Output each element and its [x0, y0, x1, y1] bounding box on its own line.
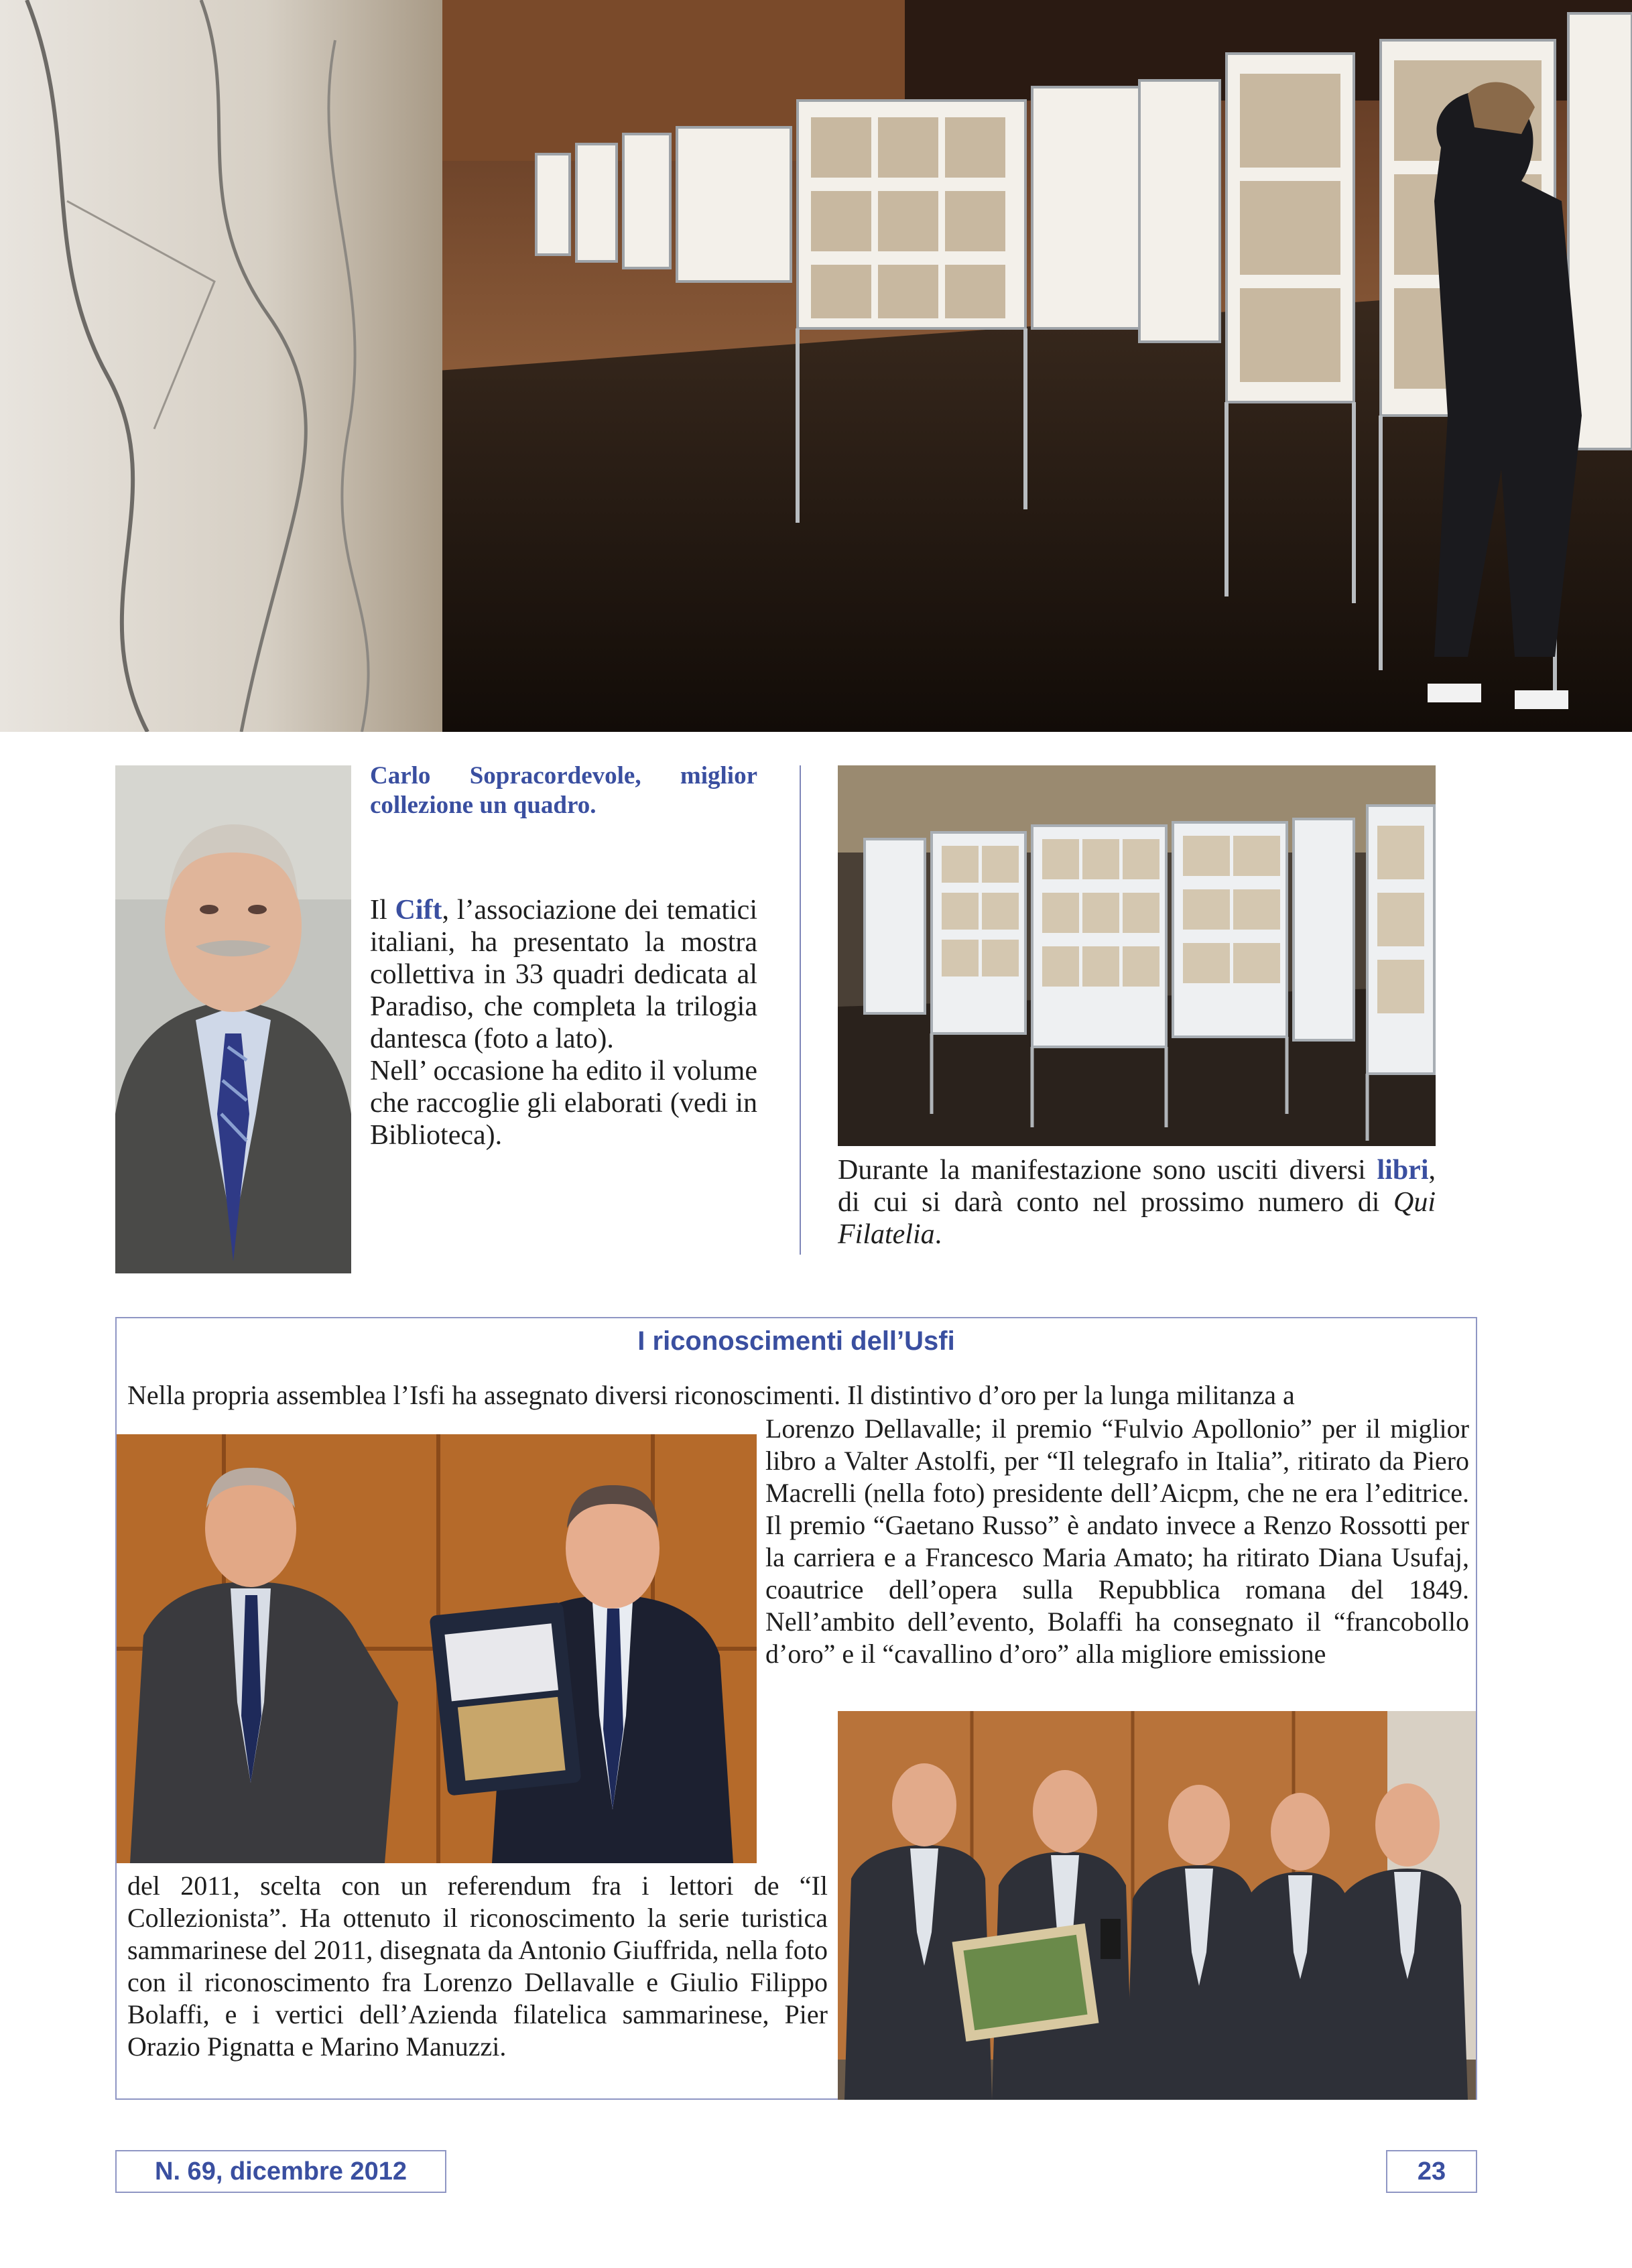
books-paragraph — [838, 1154, 1436, 1251]
occasion-paragraph: Nell’ occasione ha edito il volume che raccoglie gli elaborati (vedi in Biblioteca). — [370, 1056, 757, 1151]
books-paragraph-end: . — [934, 1219, 942, 1250]
page-number: 23 — [1386, 2150, 1477, 2193]
cift-paragraph — [370, 894, 757, 1151]
issue-label: N. 69, dicembre 2012 — [115, 2150, 446, 2193]
books-paragraph-mid: , di cui si darà conto nel prossimo numero di — [838, 1155, 1436, 1218]
cift-highlight: Cift — [395, 895, 442, 926]
cift-paragraph-rest: , l’associazione dei tematici italiani, ha presentato la mostra collettiva in 33 quadri dedicata al Paradiso, che completa la trilogia dantesca (foto a lato). — [370, 895, 757, 1054]
usfi-intro-text: Nella propria assemblea l’Isfi ha assegnato diversi riconoscimenti. Il distintivo d’oro per la lunga militanza a — [127, 1380, 1295, 1410]
exhibition-frames-photo — [838, 765, 1436, 1146]
column-divider — [800, 765, 801, 1255]
books-paragraph-start: Durante la manifestazione sono usciti diversi — [838, 1155, 1377, 1186]
usfi-right-text: Lorenzo Dellavalle; il premio “Fulvio Apollonio” per il miglior libro a Valter Astolfi, per “Il telegrafo in Italia”, ritirato da Piero Macrelli (nella foto) presidente dell’Aicpm, che ne era l’editrice. Il premio “Gaetano Russo” è andato invece a Renzo Rossotti per la carriera e a Francesco Maria Amato; ha ritirato Diana Usufaj, coautrice dell’opera sulla Repubblica romana del 1849. Nell’ambito dell’evento, Bolaffi ha consegnato il “francobollo d’oro” e il “cavallino d’oro” alla migliore emissione — [765, 1413, 1469, 1669]
portrait-photo — [115, 765, 351, 1273]
magazine-name: Qui Filatelia — [838, 1187, 1436, 1250]
books-highlight: libri — [1377, 1155, 1429, 1186]
exhibition-hall-photo — [0, 0, 1632, 732]
award-ceremony-photo — [117, 1434, 757, 1863]
portrait-caption-title: Carlo Sopracordevole, miglior collezione un quadro. — [370, 762, 757, 819]
cift-paragraph-start: Il — [370, 895, 395, 926]
group-award-photo — [838, 1711, 1476, 2100]
usfi-article-title: I riconoscimenti dell’Usfi — [637, 1326, 955, 1356]
usfi-bottom-text: del 2011, scelta con un referendum fra i lettori de “Il Collezionista”. Ha ottenuto il riconoscimento la serie turistica sammarinese del 2011, disegnata da Antonio Giuffrida, nella foto con il riconoscimento fra Lorenzo Dellavalle e Giulio Filippo Bolaffi, e i vertici dell’Azienda filatelica sammarinese, Pier Orazio Pignatta e Marino Manuzzi. — [127, 1871, 828, 2062]
